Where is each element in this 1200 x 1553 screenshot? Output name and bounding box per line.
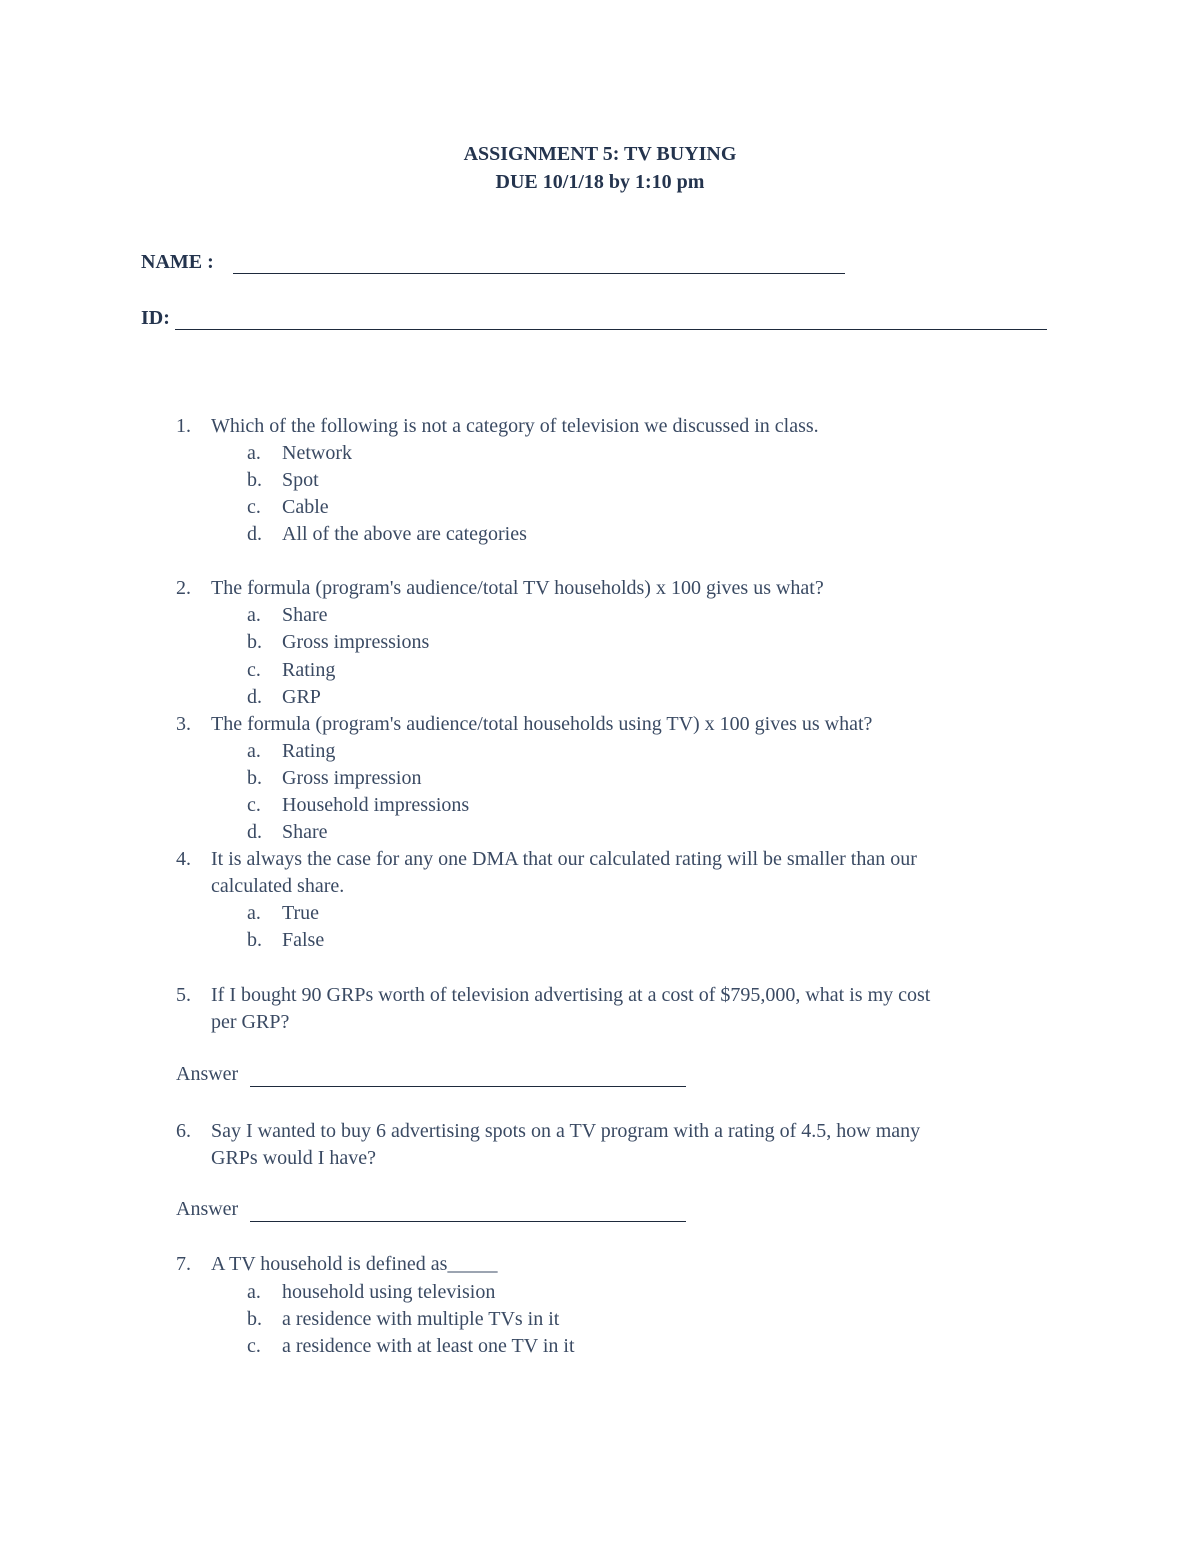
question-text: If I bought 90 GRPs worth of television advertising at a cost of $795,000, what is my cost bbox=[211, 984, 931, 1006]
option-text: Spot bbox=[282, 469, 319, 491]
question-number: 5. bbox=[176, 984, 191, 1006]
question-number: 3. bbox=[176, 713, 191, 735]
option-text: a residence with multiple TVs in it bbox=[282, 1308, 560, 1330]
question-text: calculated share. bbox=[211, 875, 345, 897]
option-text: Share bbox=[282, 604, 328, 626]
question-text: A TV household is defined as_____ bbox=[211, 1253, 498, 1275]
question-text: Which of the following is not a category of television we discussed in class. bbox=[211, 415, 819, 437]
option-text: Rating bbox=[282, 740, 336, 762]
name-field-line[interactable] bbox=[233, 273, 845, 274]
option-text: Share bbox=[282, 821, 328, 843]
question-text: It is always the case for any one DMA that our calculated rating will be smaller than our bbox=[211, 848, 917, 870]
option-letter: d. bbox=[247, 686, 262, 708]
option-letter: a. bbox=[247, 1281, 261, 1303]
option-text: Gross impressions bbox=[282, 631, 430, 653]
option-letter: a. bbox=[247, 604, 261, 626]
option-letter: b. bbox=[247, 929, 262, 951]
q5-answer-label: Answer bbox=[176, 1063, 239, 1085]
question-number: 4. bbox=[176, 848, 191, 870]
option-text: Gross impression bbox=[282, 767, 422, 789]
question-text: Say I wanted to buy 6 advertising spots on a TV program with a rating of 4.5, how many bbox=[211, 1120, 921, 1142]
option-text: household using television bbox=[282, 1281, 496, 1303]
option-text: Network bbox=[282, 442, 352, 464]
option-text: True bbox=[282, 902, 320, 924]
option-letter: c. bbox=[247, 659, 261, 681]
due-date: DUE 10/1/18 by 1:10 pm bbox=[495, 171, 705, 193]
option-letter: c. bbox=[247, 794, 261, 816]
option-text: GRP bbox=[282, 686, 321, 708]
option-letter: c. bbox=[247, 496, 261, 518]
question-text: The formula (program's audience/total households using TV) x 100 gives us what? bbox=[211, 713, 873, 735]
question-number: 6. bbox=[176, 1120, 191, 1142]
option-letter: d. bbox=[247, 523, 262, 545]
question-text: The formula (program's audience/total TV households) x 100 gives us what? bbox=[211, 577, 824, 599]
q6-answer-label: Answer bbox=[176, 1198, 239, 1220]
name-label: NAME : bbox=[141, 251, 214, 273]
option-text: Household impressions bbox=[282, 794, 470, 816]
option-letter: a. bbox=[247, 902, 261, 924]
option-text: All of the above are categories bbox=[282, 523, 527, 545]
option-letter: a. bbox=[247, 442, 261, 464]
option-letter: c. bbox=[247, 1335, 261, 1357]
option-text: Rating bbox=[282, 659, 336, 681]
q5-answer-line[interactable] bbox=[250, 1086, 686, 1087]
option-letter: d. bbox=[247, 821, 262, 843]
q6-answer-line[interactable] bbox=[250, 1221, 686, 1222]
question-text: GRPs would I have? bbox=[211, 1147, 376, 1169]
assignment-title: ASSIGNMENT 5: TV BUYING bbox=[463, 143, 737, 165]
option-letter: b. bbox=[247, 631, 262, 653]
option-letter: b. bbox=[247, 767, 262, 789]
question-text: per GRP? bbox=[211, 1011, 290, 1033]
id-label: ID: bbox=[141, 307, 170, 329]
option-letter: b. bbox=[247, 1308, 262, 1330]
option-letter: a. bbox=[247, 740, 261, 762]
question-number: 1. bbox=[176, 415, 191, 437]
option-text: Cable bbox=[282, 496, 329, 518]
option-letter: b. bbox=[247, 469, 262, 491]
option-text: a residence with at least one TV in it bbox=[282, 1335, 575, 1357]
id-field-line[interactable] bbox=[175, 329, 1047, 330]
question-number: 2. bbox=[176, 577, 191, 599]
option-text: False bbox=[282, 929, 325, 951]
question-number: 7. bbox=[176, 1253, 191, 1275]
